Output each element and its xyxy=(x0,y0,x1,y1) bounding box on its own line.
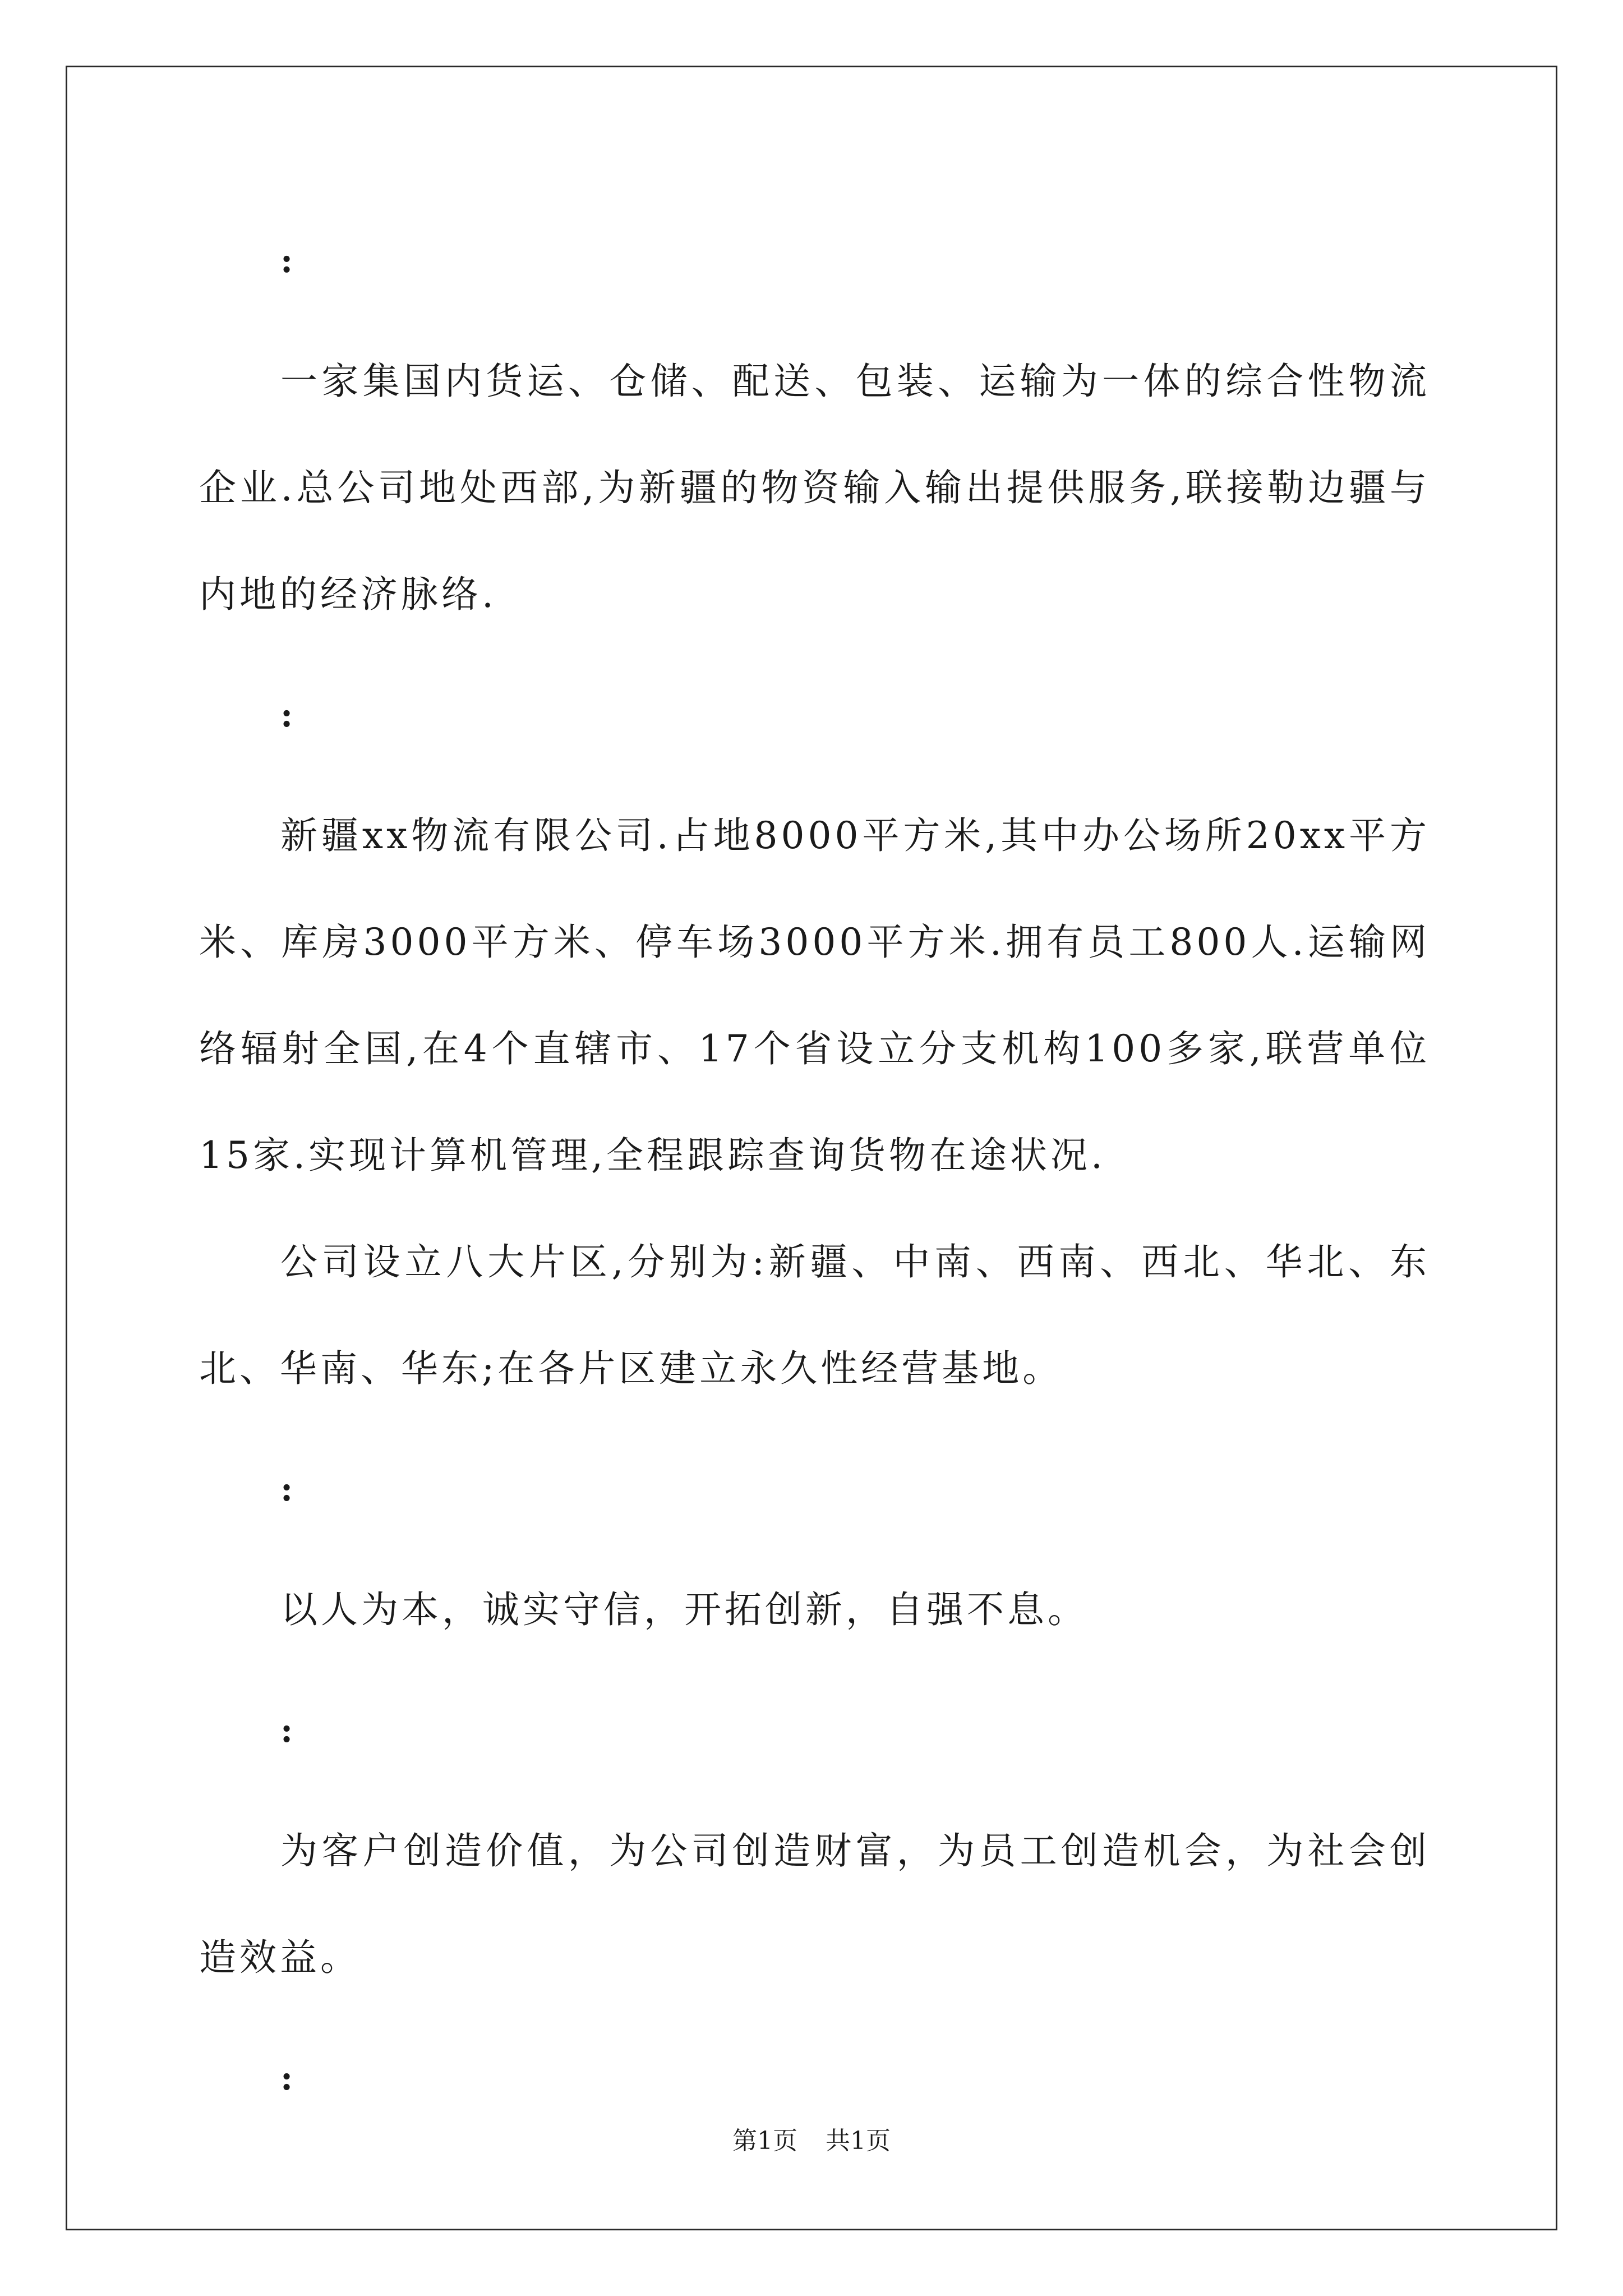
page-number: 第1页 xyxy=(732,2127,797,2155)
section-label-2: : xyxy=(280,696,293,735)
paragraph-company-profile: 新疆xx物流有限公司.占地8000平方米,其中办公场所20xx平方米、库房3000平方米、停车场3000平方米.拥有员工800人.运输网络辐射全国,在4个直辖市、17个省设立分支机构100多家,联营单位15家.实现计算机管理,全程跟踪查询货物在途状况. xyxy=(199,814,1430,1177)
section-label-1: : xyxy=(280,241,293,280)
section-label-4: : xyxy=(280,1711,293,1750)
section-label-3: : xyxy=(280,1470,293,1509)
page-footer xyxy=(0,2120,1623,2156)
paragraph-company-intro: 一家集国内货运、仓储、配送、包装、运输为一体的综合性物流企业.总公司地处西部,为新疆的物资输入输出提供服务,联接勒边疆与内地的经济脉络. xyxy=(199,360,1430,616)
paragraph-regions: 公司设立八大片区,分别为:新疆、中南、西南、西北、华北、东北、华南、华东;在各片区建立永久性经营基地。 xyxy=(199,1240,1430,1390)
paragraph-mission: 为客户创造价值，为公司创造财富，为员工创造机会，为社会创造效益。 xyxy=(199,1829,1430,1979)
document-body xyxy=(199,208,1430,2132)
page-total: 共1页 xyxy=(826,2127,891,2155)
paragraph-values: 以人为本，诚实守信，开拓创新，自强不息。 xyxy=(280,1588,1088,1631)
section-label-5: : xyxy=(280,2059,293,2098)
